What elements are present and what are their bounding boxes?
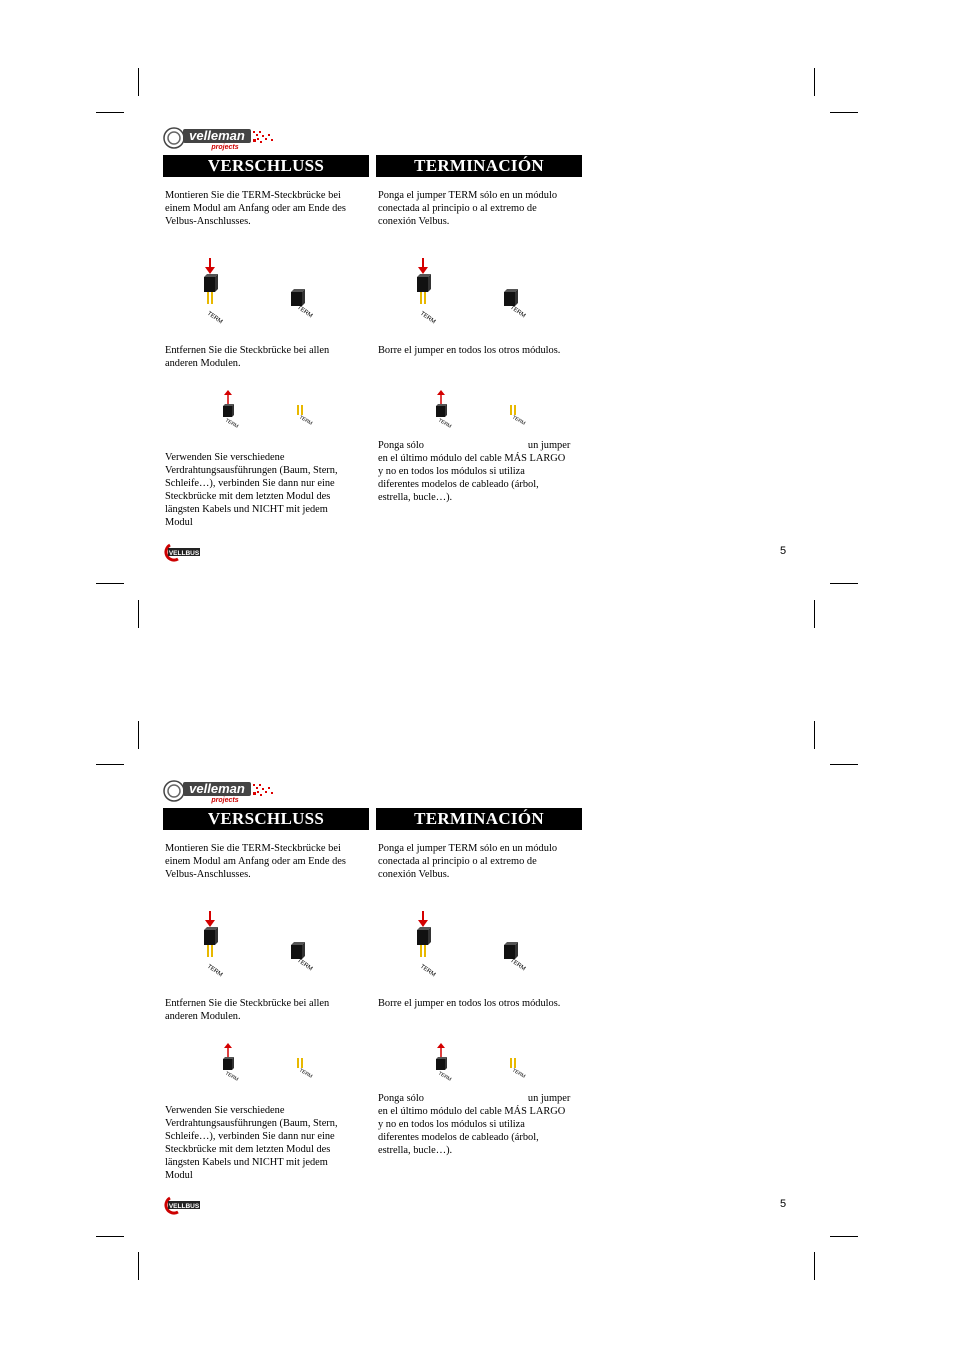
svg-text:TERM: TERM — [418, 963, 437, 979]
jumper-diagram-removed — [218, 390, 328, 430]
svg-text:VELLBUS: VELLBUS — [168, 1203, 200, 1210]
heading-es: TERMINACIÓN — [376, 808, 582, 830]
paragraph-de-1: Montieren Sie die TERM-Steckbrücke bei einem Modul am Anfang oder am Ende des Velbus-Anschlusses. — [165, 843, 346, 880]
paragraph-de-2: Entfernen Sie die Steckbrücke bei allen anderen Modulen. — [165, 998, 330, 1022]
paragraph-de-3: Verwenden Sie verschiedene Verdrahtungsausführungen (Baum, Stern, Schleife…), verbinden Sie dann nur eine Steckbrücke mit dem letzten Modul des längsten Kabels und NICHT mit jedem Modul — [165, 452, 338, 528]
svg-text:velleman: velleman — [189, 781, 245, 796]
page-number: 5 — [780, 545, 787, 557]
svg-text:velleman: velleman — [189, 128, 245, 143]
paragraph-de-1: Montieren Sie die TERM-Steckbrücke bei einem Modul am Anfang oder am Ende des Velbus-Anschlusses. — [165, 190, 346, 227]
paragraph-es-2: Borre el jumper en todos los otros módulos. — [378, 998, 561, 1009]
heading-de: VERSCHLUSS — [163, 155, 369, 177]
svg-text:VELLBUS: VELLBUS — [168, 550, 200, 557]
jumper-diagram-inserted — [195, 256, 335, 326]
svg-text:TERM: TERM — [295, 957, 314, 973]
svg-text:projects: projects — [211, 797, 239, 804]
heading-es: TERMINACIÓN — [376, 155, 582, 177]
jumper-diagram-removed — [431, 1043, 541, 1083]
page-number: 5 — [780, 1198, 787, 1210]
svg-text:TERM: TERM — [437, 1070, 453, 1083]
paragraph-es-2: Borre el jumper en todos los otros módulos. — [378, 345, 561, 356]
svg-text:TERM: TERM — [298, 1067, 314, 1080]
svg-text:TERM: TERM — [508, 957, 527, 973]
svg-text:TERM: TERM — [205, 310, 224, 326]
jumper-diagram-inserted — [408, 909, 548, 979]
velleman-logo — [163, 125, 275, 151]
velbus-logo — [162, 541, 202, 563]
svg-text:TERM: TERM — [511, 414, 527, 427]
manual-page — [0, 0, 954, 652]
paragraph-es-3: Ponga sólo un jumper en el último módulo del cable MÁS LARGO y no en todos los módulos si utiliza diferentes modelos de cableado (árbol, estrella, bucle…). — [378, 440, 571, 503]
jumper-diagram-removed — [431, 390, 541, 430]
svg-text:TERM: TERM — [295, 304, 314, 320]
svg-text:TERM: TERM — [205, 963, 224, 979]
jumper-diagram-inserted — [408, 256, 548, 326]
paragraph-es-3: Ponga sólo un jumper en el último módulo del cable MÁS LARGO y no en todos los módulos si utiliza diferentes modelos de cableado (árbol, estrella, bucle…). — [378, 1093, 571, 1156]
svg-text:TERM: TERM — [508, 304, 527, 320]
manual-page — [0, 653, 954, 1305]
jumper-diagram-removed — [218, 1043, 328, 1083]
jumper-diagram-inserted — [195, 909, 335, 979]
svg-text:TERM: TERM — [511, 1067, 527, 1080]
svg-text:TERM: TERM — [224, 1070, 240, 1083]
heading-de: VERSCHLUSS — [163, 808, 369, 830]
svg-text:TERM: TERM — [298, 414, 314, 427]
paragraph-es-1: Ponga el jumper TERM sólo en un módulo conectada al principio o al extremo de conexión Velbus. — [378, 843, 558, 880]
svg-text:projects: projects — [211, 144, 239, 151]
svg-text:TERM: TERM — [437, 417, 453, 430]
velleman-logo — [163, 778, 275, 804]
paragraph-es-1: Ponga el jumper TERM sólo en un módulo conectada al principio o al extremo de conexión Velbus. — [378, 190, 558, 227]
paragraph-de-2: Entfernen Sie die Steckbrücke bei allen anderen Modulen. — [165, 345, 330, 369]
svg-text:TERM: TERM — [418, 310, 437, 326]
paragraph-de-3: Verwenden Sie verschiedene Verdrahtungsausführungen (Baum, Stern, Schleife…), verbinden Sie dann nur eine Steckbrücke mit dem letzten Modul des längsten Kabels und NICHT mit jedem Modul — [165, 1105, 338, 1181]
svg-text:TERM: TERM — [224, 417, 240, 430]
velbus-logo — [162, 1194, 202, 1216]
